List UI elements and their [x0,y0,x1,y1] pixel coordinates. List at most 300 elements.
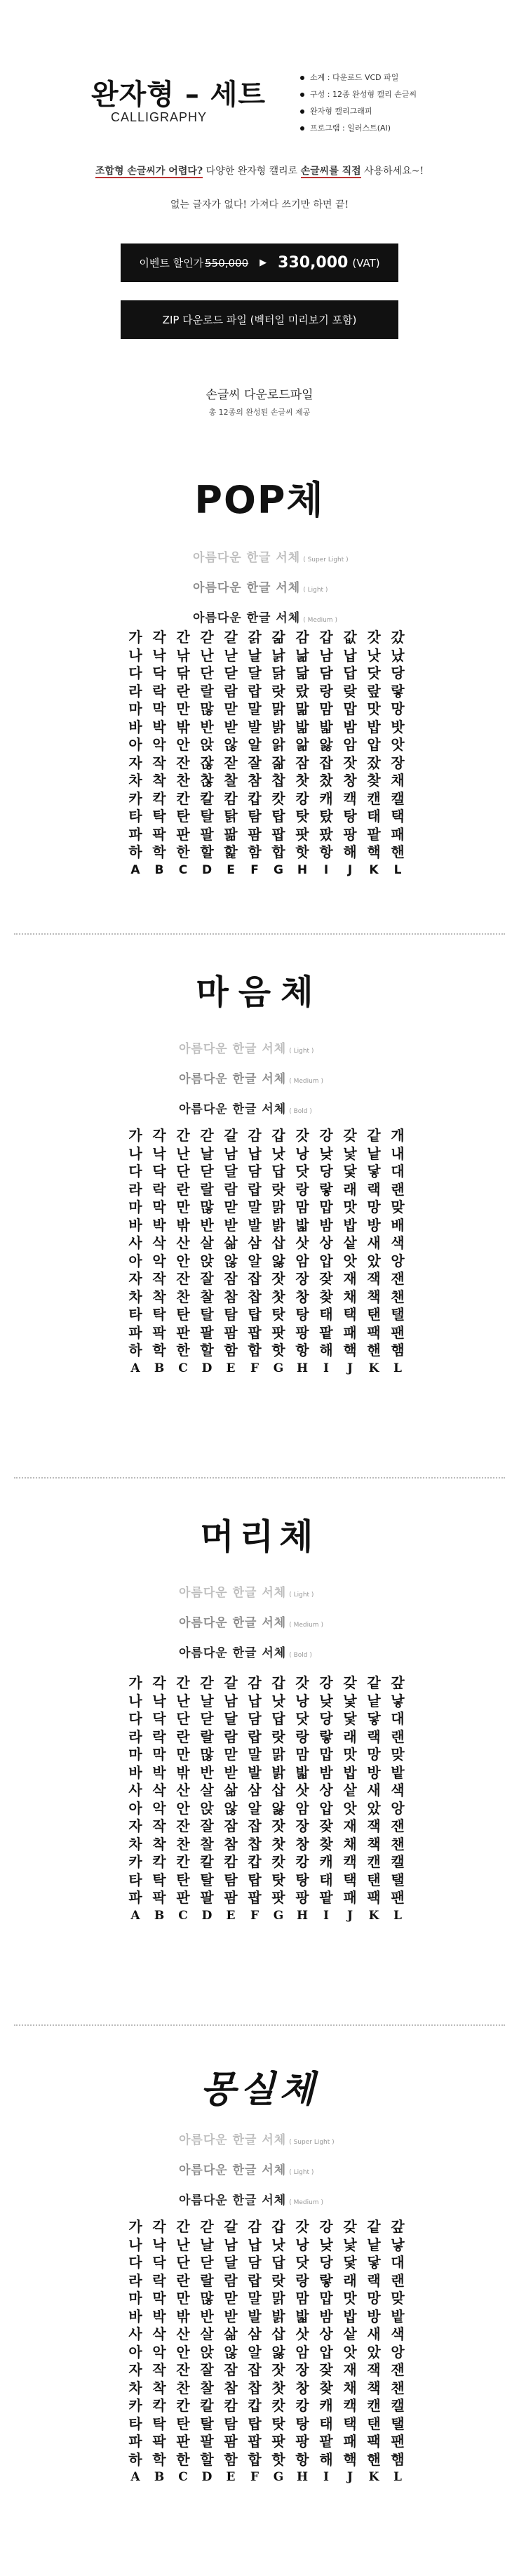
glyph: 밭 [391,2307,405,2325]
glyph-row [0,2379,519,2397]
glyph: J [346,1361,353,1375]
glyph: 할 [200,843,214,860]
glyph: A [130,2470,140,2484]
glyph: B [154,1361,165,1375]
glyph: 맙 [319,1199,333,1215]
glyph: 다 [128,1710,142,1727]
glyph-row [0,1234,519,1252]
glyph: 앗 [343,1252,357,1269]
glyph: 담 [319,665,333,681]
glyph: 닫 [224,665,238,681]
glyph: 난 [176,1692,190,1709]
font-sample [179,1643,312,1660]
glyph: 낮 [319,1144,333,1162]
glyph: 맘 [295,1199,309,1215]
sample-text: 아름다운 한글 서체 [179,1646,287,1660]
glyph: 낙 [152,1144,166,1162]
glyph: 착 [152,1288,166,1305]
glyph: 찻 [271,2379,285,2396]
glyph: 가 [128,1674,142,1691]
glyph: 방 [367,1763,381,1781]
glyph: 란 [176,682,190,700]
glyph: 낙 [152,2236,166,2253]
glyph: 핫 [271,1342,285,1359]
glyph: 찾 [319,1288,333,1305]
glyph: 달 [224,2254,238,2271]
glyph: 탠 [367,1871,381,1888]
glyph: 았 [367,1799,381,1817]
glyph: 장 [295,1270,309,1287]
glyph: 캄 [224,789,238,807]
glyph: 단 [176,2254,190,2271]
glyph-row [0,1853,519,1871]
sample-text: 아름다운 한글 서체 [179,1072,287,1086]
glyph: 감 [295,629,309,646]
glyph: D [201,1908,213,1923]
glyph: D [201,2470,213,2484]
glyph: 밥 [343,1763,357,1781]
glyph: 잣 [271,1270,285,1287]
glyph: 참 [248,772,262,789]
glyph: 잭 [367,1817,381,1834]
sample-text: 아름다운 한글 서체 [193,551,301,565]
glyph: 파 [128,1323,142,1341]
glyph: 하 [128,2450,142,2468]
glyph: 잡 [248,2361,262,2378]
glyph: 태 [367,808,381,825]
glyph: 캑 [343,2397,357,2414]
glyph: 말 [248,700,262,717]
glyph: 닷 [367,665,381,681]
glyph: 잘 [200,1270,214,1287]
glyph: 맏 [224,1746,238,1763]
section-divider [14,933,505,935]
glyph-row [0,1871,519,1889]
glyph: 낟 [224,646,238,664]
glyph: 팖 [224,825,238,843]
glyph: 갇 [200,629,214,646]
glyph: E [226,2470,236,2484]
glyph: 햄 [391,2450,405,2468]
glyph: 망 [367,1746,381,1763]
glyph: 갈 [224,2218,238,2235]
glyph: 안 [176,1252,190,1269]
sample-weight: ( Light ) [303,587,328,594]
glyph: 캘 [391,1853,405,1870]
glyph: 밥 [367,718,381,735]
glyph: 많 [200,1199,214,1215]
glyph: 박 [152,1216,166,1234]
glyph: 탈 [200,808,214,825]
glyph: 답 [343,665,357,681]
sample-weight: ( Medium ) [289,1078,323,1085]
glyph: 갓 [295,1127,309,1144]
glyph: 캐 [319,1853,333,1870]
glyph: 맙 [319,1746,333,1763]
glyph: 탤 [391,1306,405,1323]
glyph: 태 [319,1871,333,1888]
glyph: 남 [224,2236,238,2253]
glyph: 탑 [248,2415,262,2432]
glyph: 강 [319,1127,333,1144]
glyph: 햄 [391,1342,405,1359]
glyph: 합 [248,2450,262,2468]
font-sample [179,2160,314,2177]
glyph: 았 [367,2343,381,2361]
glyph: 악 [152,1252,166,1269]
glyph: 팟 [295,825,309,843]
font-sample [179,1582,314,1600]
glyph: 각 [152,2218,166,2235]
sample-text: 아름다운 한글 서체 [179,1586,287,1600]
glyph: 판 [176,2433,190,2450]
glyph-row [0,1888,519,1907]
glyph: 탓 [271,2415,285,2432]
glyph: 삽 [271,2325,285,2342]
glyph: 닷 [295,2254,309,2271]
glyph: 잭 [367,1270,381,1287]
glyph: 맛 [343,1746,357,1763]
glyph: 낱 [367,2236,381,2253]
glyph: 낳 [391,1692,405,1709]
glyph: 차 [128,772,142,789]
glyph-row [0,1745,519,1763]
glyph: 팟 [271,1323,285,1341]
glyph: 납 [248,1692,262,1709]
glyph: 캄 [224,1853,238,1870]
sample-weight: ( Medium ) [289,2199,323,2206]
glyph: 악 [152,2343,166,2361]
font-sample [193,608,337,625]
glyph: 앎 [295,736,309,753]
glyph: 않 [224,736,238,753]
glyph: 챈 [391,1288,405,1305]
glyph: 작 [152,1817,166,1834]
glyph: 팬 [391,1889,405,1906]
glyph: 팬 [391,2433,405,2450]
event-price-button[interactable] [121,243,398,282]
glyph: 말 [248,2290,262,2307]
glyph: K [369,862,379,877]
glyph: 캔 [367,789,381,807]
sample-weight: ( Super Light ) [289,2139,335,2146]
glyph: 타 [128,1871,142,1888]
glyph: 같 [367,1674,381,1691]
glyph: 낮 [319,1692,333,1709]
glyph: 랐 [295,682,309,700]
glyph: I [323,862,329,877]
glyph: 낭 [295,1692,309,1709]
glyph-row [0,807,519,825]
glyph: 당 [319,2254,333,2271]
glyph: 발 [248,718,262,735]
glyph: 캉 [295,2397,309,2414]
glyph: 당 [391,665,405,681]
glyph: 랍 [248,1728,262,1745]
glyph: 갇 [200,1674,214,1691]
glyph: 칸 [176,2397,190,2414]
glyph: 찻 [295,772,309,789]
glyph: 닫 [200,1163,214,1180]
glyph: 팔 [200,825,214,843]
glyph: 캅 [248,789,262,807]
glyph: 앗 [343,2343,357,2361]
glyph: 란 [176,1728,190,1745]
vat-label: (VAT) [352,256,380,269]
event-label: 이벤트 할인가 [139,257,204,269]
glyph: 갖 [343,2218,357,2235]
glyph: 칵 [152,789,166,807]
glyph: 탄 [176,1306,190,1323]
glyph: 낫 [271,1692,285,1709]
glyph: 찬 [176,1835,190,1853]
glyph: 태 [319,1306,333,1323]
glyph-row [0,1162,519,1180]
glyph: 낡 [271,646,285,664]
glyph: 하 [128,843,142,860]
glyph: 반 [200,1763,214,1781]
glyph: A [130,1361,140,1375]
glyph: 책 [367,1288,381,1305]
sample-weight: ( Super Light ) [303,556,349,563]
glyph: G [273,2470,284,2484]
glyph: 밤 [343,718,357,735]
glyph: 대 [391,2254,405,2271]
glyph: 닻 [343,2254,357,2271]
glyph: 앙 [391,2343,405,2361]
glyph: 잠 [295,754,309,771]
glyph: 앙 [391,1799,405,1817]
glyph: 많 [200,2290,214,2307]
glyph: 알 [248,2343,262,2361]
glyph: 맏 [224,2290,238,2307]
glyph: 찾 [319,2379,333,2396]
glyph: 작 [152,754,166,771]
glyph: 살 [200,2325,214,2342]
glyph: 참 [224,2379,238,2396]
glyph-row [0,2253,519,2271]
glyph: 핥 [224,843,238,860]
glyph: 패 [343,1323,357,1341]
glyph: 랙 [367,1180,381,1198]
download-info [0,385,519,418]
glyph: 바 [128,718,142,735]
glyph: 해 [319,1342,333,1359]
glyph: 마 [128,700,142,717]
glyph: 갑 [319,629,333,646]
glyph: 찬 [176,2379,190,2396]
glyph: 타 [128,2415,142,2432]
glyph: 바 [128,1763,142,1781]
font-sample [193,578,328,595]
glyph: F [250,862,259,877]
glyph: 찾 [367,772,381,789]
glyph: 났 [391,646,405,664]
glyph: 박 [152,718,166,735]
section-divider [14,2024,505,2026]
glyph: 캇 [271,2397,285,2414]
glyph: 락 [152,682,166,700]
glyph: 앍 [271,736,285,753]
zip-download-button[interactable]: ZIP 다운로드 파일 (벡터일 미리보기 포함) [121,300,398,339]
glyph: 핵 [343,2450,357,2468]
glyph: 삿 [295,1782,309,1798]
product-info-list [300,69,417,137]
glyph: 밟 [295,1216,309,1234]
glyph-row [0,2450,519,2469]
glyph: 자 [128,2361,142,2378]
glyph-row [0,1252,519,1270]
glyph: 갓 [295,1674,309,1691]
glyph: 갈 [224,629,238,646]
glyph: 납 [248,2236,262,2253]
section-divider [14,1477,505,1479]
glyph: 잖 [200,754,214,771]
glyph: 장 [295,2361,309,2378]
glyph: 타 [128,808,142,825]
glyph: 랑 [295,1180,309,1198]
glyph: 맘 [319,700,333,717]
glyph: 탑 [271,808,285,825]
glyph: 각 [152,1674,166,1691]
glyph: 찻 [271,1288,285,1305]
glyph: 채 [343,1288,357,1305]
font-title-maum: 마음체 [196,973,323,1012]
glyph: 하 [128,1342,142,1359]
glyph: 찾 [319,1835,333,1853]
glyph-row [0,2289,519,2307]
glyph: G [274,862,283,877]
glyph: 학 [152,843,166,860]
glyph: 방 [367,2307,381,2325]
glyph: 낳 [391,2236,405,2253]
glyph: 항 [319,843,333,860]
glyph: 팥 [367,825,381,843]
glyph: 살 [200,1782,214,1798]
font-sample [179,2130,335,2147]
glyph: 알 [248,736,262,753]
glyph: 탁 [152,1871,166,1888]
glyph: 캇 [271,789,285,807]
glyph: 간 [176,629,190,646]
glyph: 맒 [295,700,309,717]
glyph: 팬 [391,1323,405,1341]
glyph: 개 [391,1127,405,1144]
font-title-meori: 머리체 [200,1516,319,1557]
glyph: 래 [343,1728,357,1745]
original-price: 550,000 [205,256,249,269]
glyph: 샅 [343,2325,357,2342]
glyph: 캘 [391,2397,405,2414]
glyph: 삶 [224,1234,238,1251]
glyph: 랍 [248,2271,262,2289]
glyph-row [0,2236,519,2254]
glyph: 란 [176,2271,190,2289]
intro-line-2: 없는 글자가 없다! 가져다 쓰기만 하면 끝! [170,199,349,211]
glyph: 탠 [367,2415,381,2432]
glyph: 밤 [319,1763,333,1781]
glyph: 반 [200,2307,214,2325]
glyph: G [273,1361,284,1375]
glyph: 압 [319,1252,333,1269]
glyph-row [0,664,519,682]
glyph: 망 [367,1199,381,1215]
glyph: B [154,2470,165,2484]
glyph: 밭 [391,1763,405,1781]
glyph: 팝 [248,1889,262,1906]
glyph: 란 [176,1180,190,1198]
glyph: 밥 [343,2307,357,2325]
glyph: 핵 [367,843,381,860]
glyph: 단 [176,1163,190,1180]
glyph: 자 [128,1817,142,1834]
glyph: 발 [248,2307,262,2325]
glyph: A [130,1908,140,1923]
glyph: 바 [128,1216,142,1234]
glyph: 막 [152,1199,166,1215]
glyph: 잔 [176,754,190,771]
glyph: 갓 [367,629,381,646]
glyph: 한 [176,843,190,860]
glyph: 택 [343,1306,357,1323]
glyph: 팡 [295,1323,309,1341]
glyph: 탑 [248,1871,262,1888]
sample-text: 아름다운 한글 서체 [179,1042,287,1056]
glyph: 색 [391,1782,405,1798]
glyph-row [0,1198,519,1216]
glyph: 달 [248,665,262,681]
glyph: 상 [319,2325,333,2342]
glyph: 잰 [391,1270,405,1287]
glyph: 닻 [343,1710,357,1727]
glyph: 람 [224,2271,238,2289]
glyph: 낙 [152,1692,166,1709]
glyph: 삽 [271,1234,285,1251]
glyph: 산 [176,1234,190,1251]
glyph: 찰 [200,1835,214,1853]
glyph: 캐 [319,789,333,807]
glyph: 닿 [367,2254,381,2271]
glyph: 새 [367,1782,381,1798]
glyph: 캘 [391,789,405,807]
glyph: 상 [319,1234,333,1251]
glyph: L [393,1361,402,1375]
glyph: 잰 [391,2361,405,2378]
glyph: 채 [343,1835,357,1853]
glyph: 닥 [152,2254,166,2271]
glyph: 밟 [295,1763,309,1781]
glyph: 랄 [200,1728,214,1745]
glyph: 칼 [200,2397,214,2414]
glyph: 갊 [271,629,285,646]
glyph: 탁 [152,1306,166,1323]
sample-text: 아름다운 한글 서체 [179,2133,287,2147]
glyph: 핵 [343,1342,357,1359]
font-sample [179,1099,312,1116]
glyph: 잠 [224,1817,238,1834]
glyph: 탐 [224,2415,238,2432]
glyph: 탁 [152,808,166,825]
glyph: D [201,862,213,877]
glyph: 삼 [248,1234,262,1251]
glyph: 탄 [176,1871,190,1888]
glyph: H [296,1361,309,1375]
glyph: 챈 [391,2379,405,2396]
glyph: 나 [128,1692,142,1709]
glyph: 착 [152,2379,166,2396]
glyph: 같 [367,1127,381,1144]
glyph: 낭 [295,2236,309,2253]
